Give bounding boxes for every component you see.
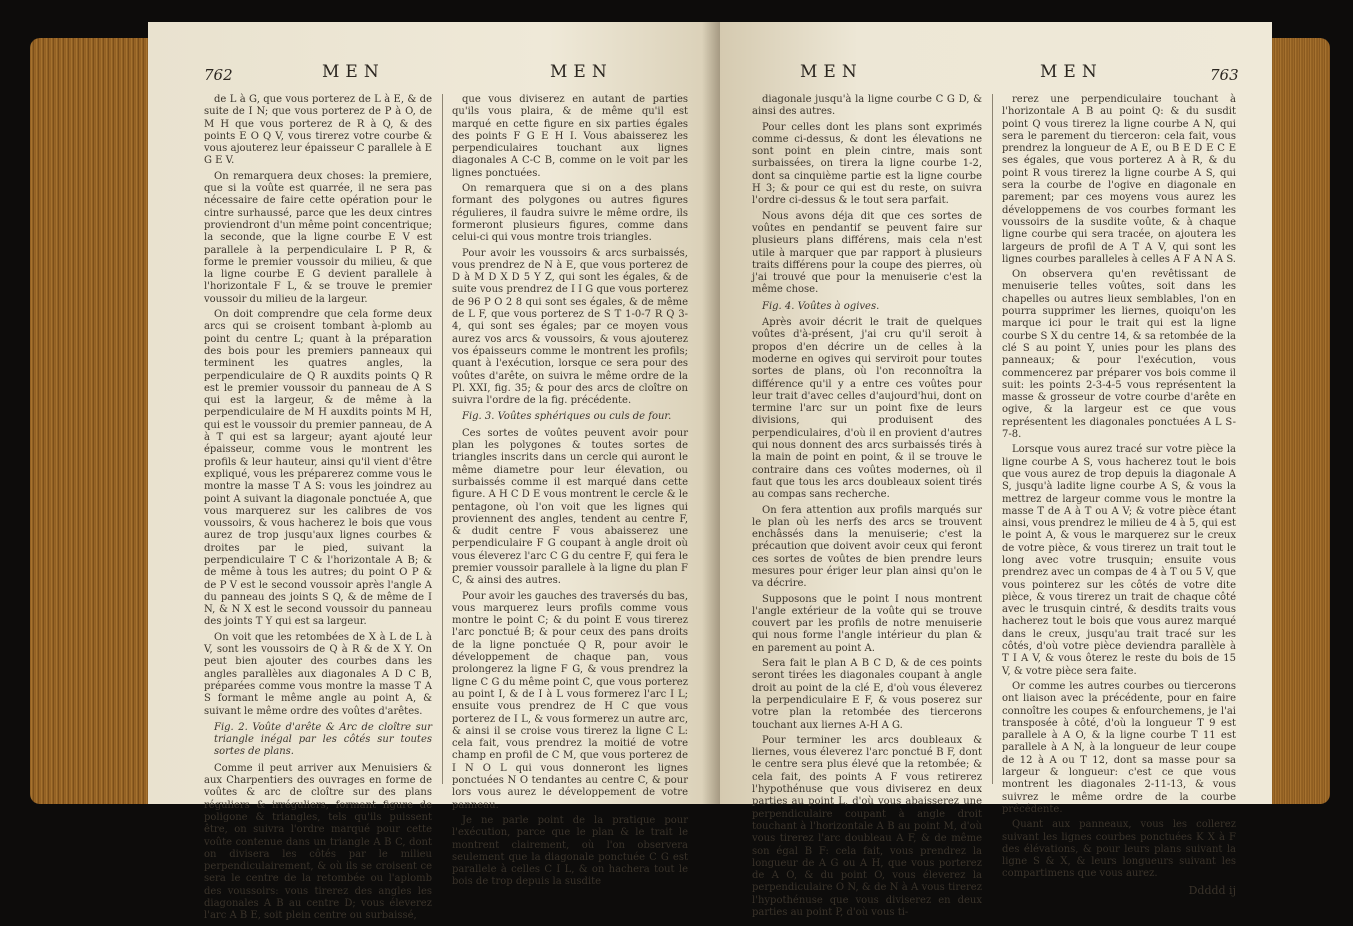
text-column-1 (752, 94, 982, 922)
paragraph: Comme il peut arriver aux Menuisiers & aux Charpentiers des ouvrages en forme de voûtes & arc de cloître sur des plans réguliers & irréguliers, formant figure de poligone & triangles, tels qu'ils puissent être, on suivra l'ordre marqué pour cette voûte contenue dans un triangle A B C, dont on divisera les côtés par le milieu perpendiculairement, & où ils se croisent ce sera le centre de la retombée ou l'aplomb des voussoirs: vous tirerez des angles les diagonales A B au centre D; vous éleverez l'arc A B E, soit plein centre ou surbaissé, (204, 762, 432, 922)
paragraph: On observera qu'en revêtissant de menuiserie telles voûtes, soit dans les chapelles ou autres lieux semblables, l'on en pourra supprimer les liernes, quoiqu'on les marque ici pour le trait qui est la ligne courbe S X du centre 14, & sa retombée de la clé S au point Y, unies pour les plans des panneaux; & pour l'exécution, vous commencerez par préparer vos bois comme il suit: les points 2-3-4-5 vous représentent la masse & grosseur de votre courbe d'arête en ogive, & la largeur est ce que vous représentent les diagonales ponctuées A L S-7-8. (1002, 269, 1236, 441)
paragraph: Or comme les autres courbes ou tiercerons ont liaison avec la précédente, pour en faire connoître les coupes & enfourchemens, je l'ai transposée à côté, d'où la longueur T 9 est parallele à A O, & la ligne courbe T 11 est parallele à A N, à la longueur de leur coupe de 12 à A ou T 12, dont sa masse pour sa largeur & longueur: c'est ce que vous montrent les diagonales 2-11-13, & vous suivrez le même ordre de la courbe précédente. (1002, 680, 1236, 815)
figure-caption: Fig. 3. Voûtes sphériques ou culs de four. (462, 411, 672, 423)
paragraph: diagonale jusqu'à la ligne courbe C G D, & ainsi des autres. (752, 94, 982, 118)
paragraph: Je ne parle point de la pratique pour l'exécution, parce que le plan & le trait le montrent clairement, où l'on observera seulement que la diagonale ponctuée C G est parallele à celles C I L, & on hachera tout le bois de trop depuis la susdite (452, 814, 688, 888)
column-body (752, 94, 982, 297)
open-book (30, 18, 1330, 922)
paragraph: Supposons que le point I nous montrent l'angle extérieur de la voûte qui se trouve couvert par les profils de notre menuiserie qui nous forme l'angle intérieur du plan & en parement au point A. (752, 593, 982, 654)
text-column-1 (204, 94, 432, 926)
column-body (1002, 94, 1236, 881)
running-head-right-col: MEN (1040, 62, 1103, 82)
paragraph: rerez une perpendiculaire touchant à l'horizontale A B au point Q: & du susdit point Q vous tirerez la ligne courbe A N, qui sera le parement du tierceron: cela fait, vous prendrez la longueur de A E, ou B E D E C E ses égales, que vous porterez A à R, & du point R vous tirerez la ligne courbe A S, qui sera la courbe de l'ogive en diagonale en parement; par ces moyens vous aurez les développemens de vos courbes formant les voussoirs de la susdite voûte, & à chaque ligne courbe qui sera tracée, on ajoutera les largeurs de profil de A T A V, qui sont les lignes courbes paralleles à celles A F A N A S. (1002, 94, 1236, 265)
paragraph: Pour terminer les arcs doubleaux & liernes, vous éleverez l'arc ponctué B F, dont le centre sera plus élevé que la retombée; & cela fait, des points A F vous retirerez l'hypothénuse que vous diviserez en deux parties au point L, d'où vous abaisserez une perpendiculaire coupant à angle droit touchant à l'horizontale A B au point M, d'où vous tirerez l'arc doubleau A F, & de même son égal B F: cela fait, vous prendrez la longueur de A G ou A H, que vous porterez de A O, & du point O, vous éleverez la perpendiculaire O N, & de N à A vous tirerez l'hypothénuse que vous diviserez en deux parties au point P, d'où vous ti- (752, 734, 982, 918)
column-rule (442, 94, 443, 784)
right-page (720, 22, 1272, 918)
paragraph: Pour avoir les voussoirs & arcs surbaissés, vous prendrez de N à E, que vous porterez de D à M D X D 5 Y Z, qui sont les égales, & de suite vous prendrez de I I G que vous porterez de 96 P O 2 8 qui sont ses égales, & de même de L F, que vous porterez de S T 1-0-7 R Q 3-4, qui sont ses égales; par ce moyen vous aurez vos arcs & voussoirs, & vous ajouterez vos épaisseurs comme le montrent les profils; quant à l'exécution, lorsque ce sera pour des voûtes d'arête, on suivra le même ordre de la Pl. XXI, fig. 35; & pour des arcs de cloître on suivra l'ordre de la fig. précédente. (452, 247, 688, 407)
page-edges-left (30, 38, 148, 804)
page-edges-right (1270, 38, 1330, 804)
paragraph: Nous avons déja dit que ces sortes de voûtes en pendantif se peuvent faire sur plusieurs plans différens, mais cela n'est utile à marquer que par rapport à plusieurs traits différens pour la coupe des pierres, où j'ai trouvé que pour la menuiserie c'est la même chose. (752, 210, 982, 296)
paragraph: Après avoir décrit le trait de quelques voûtes d'à-présent, j'ai cru qu'il seroit à propos d'en décrire un de celles à la moderne en ogives qui serviroit pour toutes sortes de plans, où l'on reconnoîtra la différence qu'il y a entre ces voûtes pour leur trait d'avec celles d'aujourd'hui, dont on termine l'arc sur un point fixe de leurs divisions, qui produisent des perpendiculaires, d'où il en provient d'autres qui nous donnent des arcs surbaissés tirés à la main de point en point, & il se trouve le contraire dans ces voûtes modernes, où il faut que tous les arcs doubleaux soient tirés au compas sans recherche. (752, 317, 982, 501)
page-number: 763 (1210, 66, 1239, 84)
page-number: 762 (204, 66, 233, 84)
paragraph: Lorsque vous aurez tracé sur votre pièce la ligne courbe A S, vous hacherez tout le bois que vous aurez de trop depuis la diagonale A S, jusqu'à ladite ligne courbe A S, & vous la mettrez de largeur comme vous le montre la masse T de A à T ou A V; & votre pièce étant ainsi, vous prendrez le milieu de 4 à 5, qui est le point A, & vous le marquerez sur le creux de votre pièce, & vous tirerez un trait tout le long avec votre trusquin; ensuite vous prendrez avec un compas de 4 à T ou 5 V, que vous pointerez sur les côtés de votre dite pièce, & vous tirerez un trait de chaque côté avec le trusquin cintré, & desdits traits vous hacherez tout le bois que vous aurez marqué dans le creux, jusqu'au trait tracé sur les côtés, d'où votre pièce deviendra parallèle à T I A V, & vous ôterez le reste du bois de 15 V, & votre pièce sera faite. (1002, 444, 1236, 677)
text-column-2 (452, 94, 688, 892)
paragraph: On doit comprendre que cela forme deux arcs qui se croisent tombant à-plomb au point du centre L; quant à la préparation des bois pour les premiers panneaux qui terminent les quatres angles, la perpendiculaire de Q R auxdits points Q R est le premier voussoir du panneau de A S qui est la largeur, & de même à la perpendiculaire de M H auxdits points M H, qui est le voussoir du premier panneau, de A à T qui est sa largeur; ayant ajouté leur épaisseur, comme vous le montrent les profils & leur hauteur, ainsi qu'il vient d'être expliqué, vous les préparerez comme vous le montre la masse T A S: vous les joindrez au point A suivant la diagonale ponctuée A, que vous marquerez sur les calibres de vos voussoirs, & vous hacherez le bois que vous aurez de trop jusqu'aux lignes courbes & droites par le pied, suivant la perpendiculaire T C & l'horizontale A B; & de même à tous les autres; du point O P & de P V est le second voussoir après l'angle A du panneau des joints S Q, & de même de I N, & N X est le second voussoir du panneau des joints T Y qui est sa largeur. (204, 309, 432, 628)
column-rule (992, 94, 993, 784)
column-body-continued (752, 317, 982, 919)
column-body-continued (204, 763, 432, 923)
signature-mark: Ddddd ij (1188, 883, 1236, 897)
column-body (452, 94, 688, 407)
paragraph: On fera attention aux profils marqués sur le plan où les nerfs des arcs se trouvent enchâssés dans la menuiserie; c'est la précaution que doivent avoir ceux qui feront ces sortes de voûtes de bien prendre leurs mesures pour ériger leur plan ainsi qu'on le va décrire. (752, 504, 982, 590)
figure-caption: Fig. 4. Voûtes à ogives. (762, 300, 880, 312)
text-column-2 (1002, 94, 1236, 900)
paragraph: On remarquera deux choses: la premiere, que si la voûte est quarrée, il ne sera pas nécessaire de faire cette opération pour le cintre surhaussé, parce que les deux cintres proviendront d'un même point concentrique; la seconde, que la ligne courbe E V est parallele à la perpendiculaire L P R, & forme le premier voussoir du milieu, & que la ligne courbe E G devient parallele à l'horizontale F L, & se trouve le premier voussoir du milieu de la largeur. (204, 170, 432, 305)
running-head: MEN (322, 62, 385, 82)
paragraph: que vous diviserez en autant de parties qu'ils vous plaira, & de même qu'il est marqué en cette figure en six parties égales des points F G E H I. Vous abaisserez les perpendiculaires touchant aux lignes diagonales A C-C B, comme on le voit par les lignes ponctuées. (452, 94, 688, 179)
column-body-continued (452, 428, 688, 889)
paragraph: Quant aux panneaux, vous les collerez suivant les lignes courbes ponctuées K X à F des élévations, & pour leurs plans suivant la ligne S & X, & leurs longueurs suivant les compartimens que vous aurez. (1002, 819, 1236, 880)
running-head-right-col: MEN (550, 62, 613, 82)
paragraph: Pour avoir les gauches des traversés du bas, vous marquerez leurs profils comme vous montre le point C; & du point E vous tirerez l'arc ponctué B; & pour ceux des pans droits de la ligne ponctuée Q R, pour avoir le développement de chaque pan, vous prolongerez la ligne F G, & vous prendrez la ligne C G du même point C, que vous porterez au point I, & de I à L vous formerez l'arc I L; ensuite vous prendrez de H C que vous porterez de I L, & vous formerez un autre arc, & ainsi il se croise vous tirerez la ligne C L: cela fait, vous prendrez la moitié de votre champ en profil de C M, que vous porterez de I N O L qui vous donneront les lignes ponctuées N O tendantes au centre C, & pour lors vous aurez le développement de votre panneau. (452, 590, 688, 811)
paragraph: On remarquera que si on a des plans formant des polygones ou autres figures régulieres, il faudra suivre le même ordre, ils formeront plusieurs figures, comme dans celui-ci qui vous montre trois triangles. (452, 183, 688, 244)
figure-caption: Fig. 2. Voûte d'arête & Arc de cloître sur triangle inégal par les côtés sur toutes sortes de plans. (214, 721, 432, 758)
paragraph: Ces sortes de voûtes peuvent avoir pour plan les polygones & toutes sortes de triangles inscrits dans un cercle qui auront le même diametre pour leur élevation, ou surbaissés comme il est marqué dans cette figure. A H C D E vous montrent le cercle & le pentagone, où l'on voit que les lignes qui proviennent des angles, tendent au centre F, & dudit centre F vous abaisserez une perpendiculaire F G coupant à angle droit où vous éleverez l'arc C G du centre F, qui fera le premier voussoir parallele à la ligne du plan F C, & ainsi des autres. (452, 427, 688, 587)
paragraph: de L à G, que vous porterez de L à E, & de suite de I N; que vous porterez de P à O, de M H que vous porterez de R à Q, & des points E O Q V, vous tirerez votre courbe & vous ajouterez leur épaisseur C parallele à E G E V. (204, 94, 432, 167)
left-page (148, 22, 720, 922)
running-head: MEN (800, 62, 863, 82)
paragraph: Sera fait le plan A B C D, & de ces points seront tirées les diagonales coupant à angle droit au point de la clé E, d'où vous éleverez la perpendiculaire E F, & vous poserez sur votre plan la retombée des tiercerons touchant aux liernes A-H A G. (752, 658, 982, 731)
paragraph: On voit que les retombées de X à L de L à V, sont les voussoirs de Q à R & de X Y. On peut bien ajouter des courbes dans les angles parallèles aux diagonales A D C B, préparées comme vous montre la masse T A S formant le même angle au point A, & suivant le même ordre des voûtes d'arêtes. (204, 631, 432, 717)
paragraph: Pour celles dont les plans sont exprimés comme ci-dessus, & dont les élevations ne sont point en plein cintre, mais sont surbaissées, on tirera la ligne courbe 1-2, dont sa cinquième partie est la ligne courbe H 3; & pour ce qui est du reste, on suivra l'ordre ci-dessus & le tout sera parfait. (752, 121, 982, 207)
column-body (204, 94, 432, 718)
